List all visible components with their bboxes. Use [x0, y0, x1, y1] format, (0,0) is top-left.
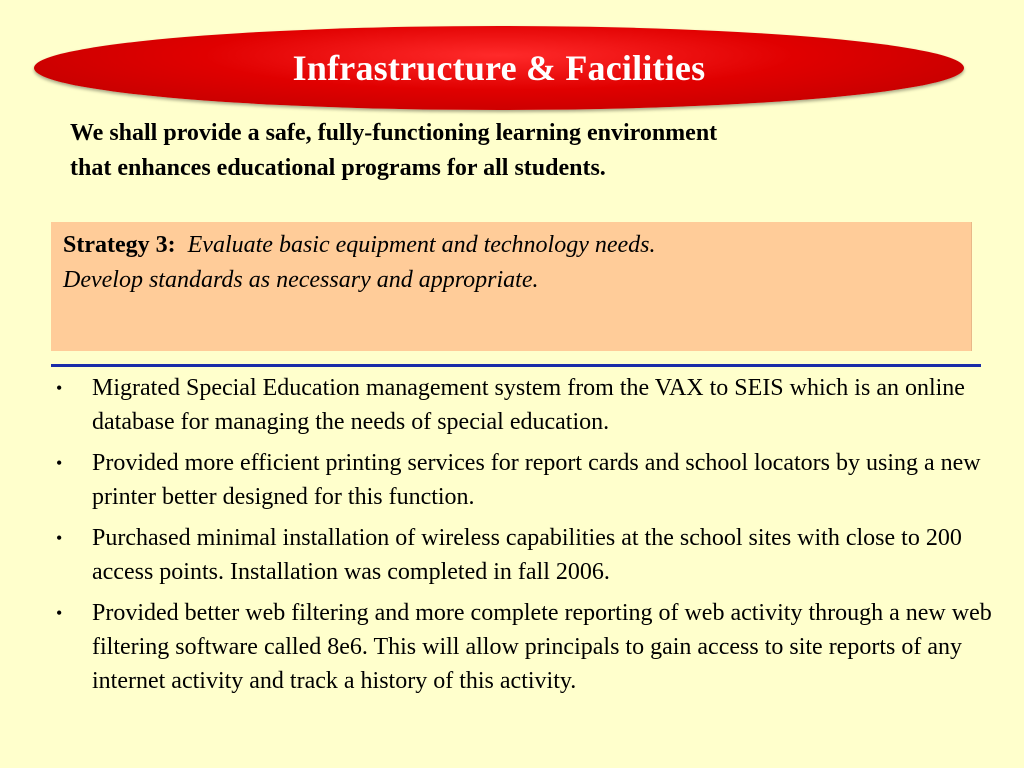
list-item	[50, 596, 1015, 698]
strategy-text-1: Evaluate basic equipment and technology needs.	[187, 232, 656, 258]
list-item	[50, 446, 1015, 514]
mission-statement	[70, 116, 1015, 186]
list-item-text: Migrated Special Education management system from the VAX to SEIS which is an online database for managing the needs of special education.	[92, 375, 965, 435]
list-item	[50, 371, 1015, 439]
bullet-icon: •	[56, 603, 63, 623]
bullet-icon: •	[56, 453, 63, 473]
list-item-text: Purchased minimal installation of wireless capabilities at the school sites with close to 200 access points. Installation was completed in fall 2006.	[92, 525, 962, 585]
mission-line-1: We shall provide a safe, fully-functioning learning environment	[70, 120, 718, 146]
list-item-text: Provided more efficient printing services for report cards and school locators by using a new printer better designed for this function.	[92, 450, 981, 510]
bullet-icon: •	[56, 378, 63, 398]
strategy-line-1	[63, 228, 959, 263]
list-item	[50, 521, 1015, 589]
strategy-label: Strategy 3:	[63, 232, 176, 258]
bullet-icon: •	[56, 528, 63, 548]
mission-line-2: that enhances educational programs for all students.	[70, 155, 606, 181]
strategy-box	[51, 222, 972, 351]
strategy-text-2: Develop standards as necessary and appropriate.	[63, 267, 539, 293]
list-item-text: Provided better web filtering and more complete reporting of web activity through a new web filtering software called 8e6. This will allow principals to gain access to site reports of any internet activity and track a history of this activity.	[92, 600, 992, 694]
slide-title: Infrastructure & Facilities	[292, 48, 706, 88]
accomplishment-list	[50, 371, 1015, 705]
divider-rule	[51, 364, 981, 367]
